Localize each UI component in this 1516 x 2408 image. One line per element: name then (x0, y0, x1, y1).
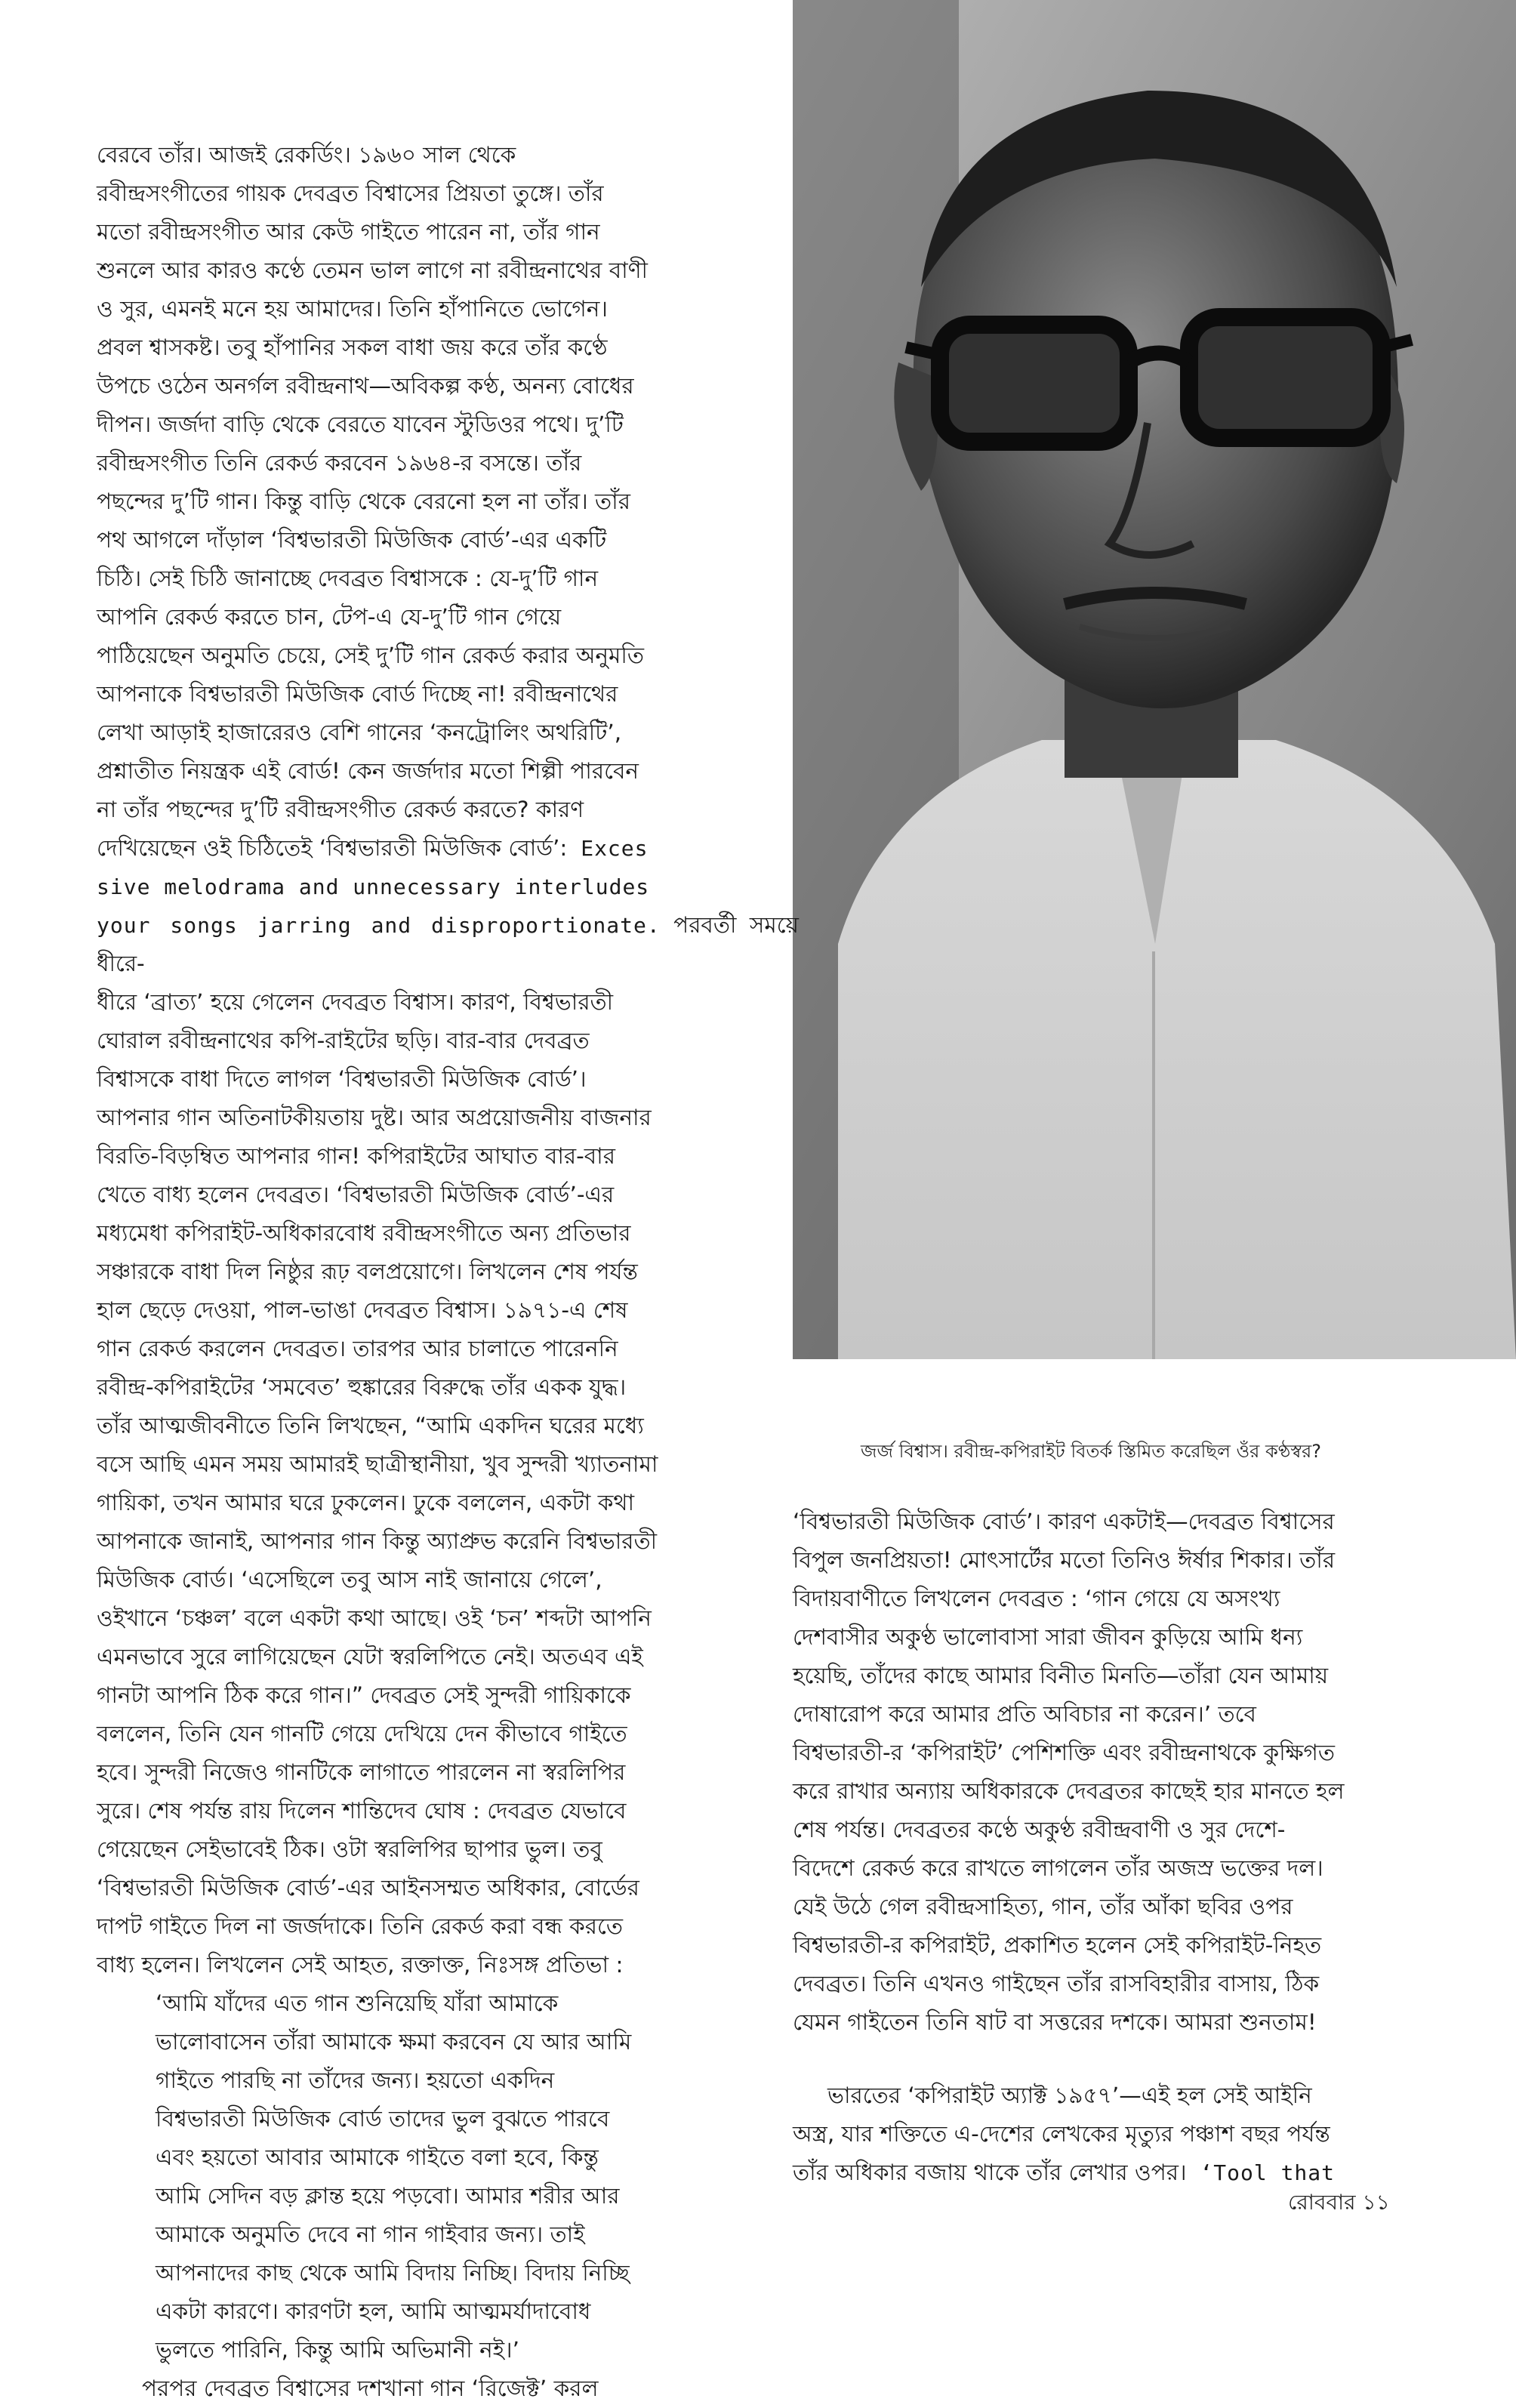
body-text: ‘বিশ্বভারতী মিউজিক বোর্ড’। কারণ একটাই—দেবব্রত বিশ্বাসের বিপুল জনপ্রিয়তা! মোৎসার্টের মতো তিনিও ঈর্ষার শিকার। তাঁর বিদায়বাণীতে লিখলেন দেবব্রত : ‘গান গেয়ে যে অসংখ্য দেশবাসীর অকুণ্ঠ ভালোবাসা সারা জীবন কুড়িয়ে আমি ধন্য হয়েছি, তাঁদের কাছে আমার বিনীত মিনতি—তাঁরা যেন আমায় দোষারোপ করে আমার প্রতি অবিচার না করেন।’ তবে বিশ্বভারতী-র ‘কপিরাইট’ পেশিশক্তি এবং রবীন্দ্রনাথকে কুক্ষিগত করে রাখার অন্যায় অধিকারকে দেবব্রতর কাছেই হার মানতে হল শেষ পর্যন্ত। দেবব্রতর কণ্ঠে অকুণ্ঠ রবীন্দ্রবাণী ও সুর দেশে- বিদেশে রেকর্ড করে রাখতে লাগলেন তাঁর অজস্র ভক্তের দল। যেই উঠে গেল রবীন্দ্রসাহিত্য, গান, তাঁর আঁকা ছবির ওপর বিশ্বভারতী-র কপিরাইট, প্রকাশিত হলেন সেই কপিরাইট-নিহত দেবব্রত। তিনি এখনও গাইছেন তাঁর রাসবিহারীর বাসায়, ঠিক যেমন গাইতেন তিনি ষাট বা সত্তরের দশকে। আমরা শুনতাম! (793, 1509, 1345, 2035)
article-paragraph (97, 136, 799, 1984)
block-quote: ‘আমি যাঁদের এত গান শুনিয়েছি যাঁরা আমাকে ভালোবাসেন তাঁরা আমাকে ক্ষমা করবেন যে আর আমি গাইতে পারছি না তাঁদের জন্য। হয়তো একদিন বিশ্বভারতী মিউজিক বোর্ড তাদের ভুল বুঝতে পারবে এবং হয়তো আবার আমাকে গাইতে বলা হবে, কিন্তু আমি সেদিন বড় ক্লান্ত হয়ে পড়বো। আমার শরীর আর আমাকে অনুমতি দেবে না গান গাইবার জন্য। তাই আপনাদের কাছ থেকে আমি বিদায় নিচ্ছি। বিদায় নিচ্ছি একটা কারণে। কারণটা হল, আমি আত্মমর্যাদাবোধ ভুলতে পারিনি, কিন্তু আমি অভিমানী নই।’ (156, 1990, 632, 2363)
body-text: পরপর দেবব্রত বিশ্বাসের দশখানা গান ‘রিজেক্ট’ করল (142, 2376, 599, 2401)
page-footer: রোববার ১১ (1288, 2190, 1390, 2215)
english-quote: ‘Tool that (1186, 2160, 1335, 2185)
body-text: বেরবে তাঁর। আজই রেকর্ডিং। ১৯৬০ সাল থেকে রবীন্দ্রসংগীতের গায়ক দেবব্রত বিশ্বাসের প্রিয়তা তুঙ্গে। তাঁর মতো রবীন্দ্রসংগীত আর কেউ গাইতে পারেন না, তাঁর গান শুনলে আর কারও কণ্ঠে তেমন ভাল লাগে না রবীন্দ্রনাথের বাণী ও সুর, এমনই মনে হয় আমাদের। তিনি হাঁপানিতে ভোগেন। প্রবল শ্বাসকষ্ট। তবু হাঁপানির সকল বাধা জয় করে তাঁর কণ্ঠে উপচে ওঠেন অনর্গল রবীন্দ্রনাথ—অবিকল্প কণ্ঠ, অনন্য বোধের দীপন। জর্জদা বাড়ি থেকে বেরতে যাবেন স্টুডিওর পথে। দু’টি রবীন্দ্রসংগীত তিনি রেকর্ড করবেন ১৯৬৪-র বসন্তে। তাঁর পছন্দের দু’টি গান। কিন্তু বাড়ি থেকে বেরনো হল না তাঁর। তাঁর পথ আগলে দাঁড়াল ‘বিশ্বভারতী মিউজিক বোর্ড’-এর একটি চিঠি। সেই চিঠি জানাচ্ছে দেবব্রত বিশ্বাসকে : যে-দু’টি গান আপনি রেকর্ড করতে চান, টেপ-এ যে-দু’টি গান গেয়ে পাঠিয়েছেন অনুমতি চেয়ে, সেই দু’টি গান রেকর্ড করার অনুমতি আপনাকে বিশ্বভারতী মিউজিক বোর্ড দিচ্ছে না! রবীন্দ্রনাথের লেখা আড়াই হাজারেরও বেশি গানের ‘কনট্রোলিং অথরিটি’, প্রশ্নাতীত নিয়ন্ত্রক এই বোর্ড! কেন জর্জদার মতো শিল্পী পারবেন না তাঁর পছন্দের দু’টি রবীন্দ্রসংগীত রেকর্ড করতে? কারণ দেখিয়েছেন ওই চিঠিতেই ‘বিশ্বভারতী মিউজিক বোর্ড’: (97, 142, 648, 861)
portrait-photo (793, 0, 1516, 1359)
body-text: ভারতের ‘কপিরাইট অ্যাক্ট ১৯৫৭’—এই হল সেই আইনি অস্ত্র, যার শক্তিতে এ-দেশের লেখকের মৃত্যুর পঞ্চাশ বছর পর্যন্ত তাঁর অধিকার বজায় থাকে তাঁর লেখার ওপর। (793, 2083, 1330, 2185)
article-left-column (97, 136, 799, 2408)
portrait-photo-icon (793, 0, 1516, 1359)
body-text: পরবর্তী সময়ে ধীরে- ধীরে ‘ব্রাত্য’ হয়ে গেলেন দেবব্রত বিশ্বাস। কারণ, বিশ্বভারতী ঘোরাল রবীন্দ্রনাথের কপি-রাইটের ছড়ি। বার-বার দেবব্রত বিশ্বাসকে বাধা দিতে লাগল ‘বিশ্বভারতী মিউজিক বোর্ড’। আপনার গান অতিনাটকীয়তায় দুষ্ট। আর অপ্রয়োজনীয় বাজনার বিরতি-বিড়ম্বিত আপনার গান! কপিরাইটের আঘাত বার-বার খেতে বাধ্য হলেন দেবব্রত। ‘বিশ্বভারতী মিউজিক বোর্ড’-এর মধ্যমেধা কপিরাইট-অধিকারবোধ রবীন্দ্রসংগীতে অন্য প্রতিভার সঞ্চারকে বাধা দিল নিষ্ঠুর রূঢ় বলপ্রয়োগে। লিখলেন শেষ পর্যন্ত হাল ছেড়ে দেওয়া, পাল-ভাঙা দেবব্রত বিশ্বাস। ১৯৭১-এ শেষ গান রেকর্ড করলেন দেবব্রত। তারপর আর চালাতে পারেননি রবীন্দ্র-কপিরাইটের ‘সমবেত’ হুঙ্কারের বিরুদ্ধে তাঁর একক যুদ্ধ। তাঁর আত্মজীবনীতে তিনি লিখছেন, “আমি একদিন ঘরের মধ্যে বসে আছি এমন সময় আমারই ছাত্রীস্থানীয়া, খুব সুন্দরী খ্যাতনামা গায়িকা, তখন আমার ঘরে ঢুকলেন। ঢুকে বললেন, একটা কথা আপনাকে জানাই, আপনার গান কিন্তু অ্যাপ্রুভ করেনি বিশ্বভারতী মিউজিক বোর্ড। ‘এসেছিলে তবু আস নাই জানায়ে গেলে’, ওইখানে ‘চঞ্চল’ বলে একটা কথা আছে। ওই ‘চন’ শব্দটা আপনি এমনভাবে সুরে লাগিয়েছেন যেটা স্বরলিপিতে নেই। অতএব এই গানটা আপনি ঠিক করে গান।” দেবব্রত সেই সুন্দরী গায়িকাকে বললেন, তিনি যেন গানটি গেয়ে দেখিয়ে দেন কীভাবে গাইতে হবে। সুন্দরী নিজেও গানটিকে লাগাতে পারলেন না স্বরলিপির সুরে। শেষ পর্যন্ত রায় দিলেন শান্তিদেব ঘোষ : দেবব্রত যেভাবে গেয়েছেন সেইভাবেই ঠিক। ওটা স্বরলিপির ছাপার ভুল। তবু ‘বিশ্বভারতী মিউজিক বোর্ড’-এর আইনসম্মত অধিকার, বোর্ডের দাপট গাইতে দিল না জর্জদাকে। তিনি রেকর্ড করা বন্ধ করতে বাধ্য হলেন। লিখলেন সেই আহত, রক্তাক্ত, নিঃসঙ্গ প্রতিভা : (97, 912, 799, 1978)
english-quote: Exces sive melodrama and unnecessary interludes your songs jarring and disproportionate. (97, 836, 661, 938)
article-right-column (793, 1503, 1376, 2192)
body-paragraph (793, 2077, 1376, 2192)
photo-caption: জর্জ বিশ্বাস। রবীন্দ্র-কপিরাইট বিতর্ক স্তিমিত করেছিল ওঁর কণ্ঠস্বর? (861, 1441, 1321, 1462)
